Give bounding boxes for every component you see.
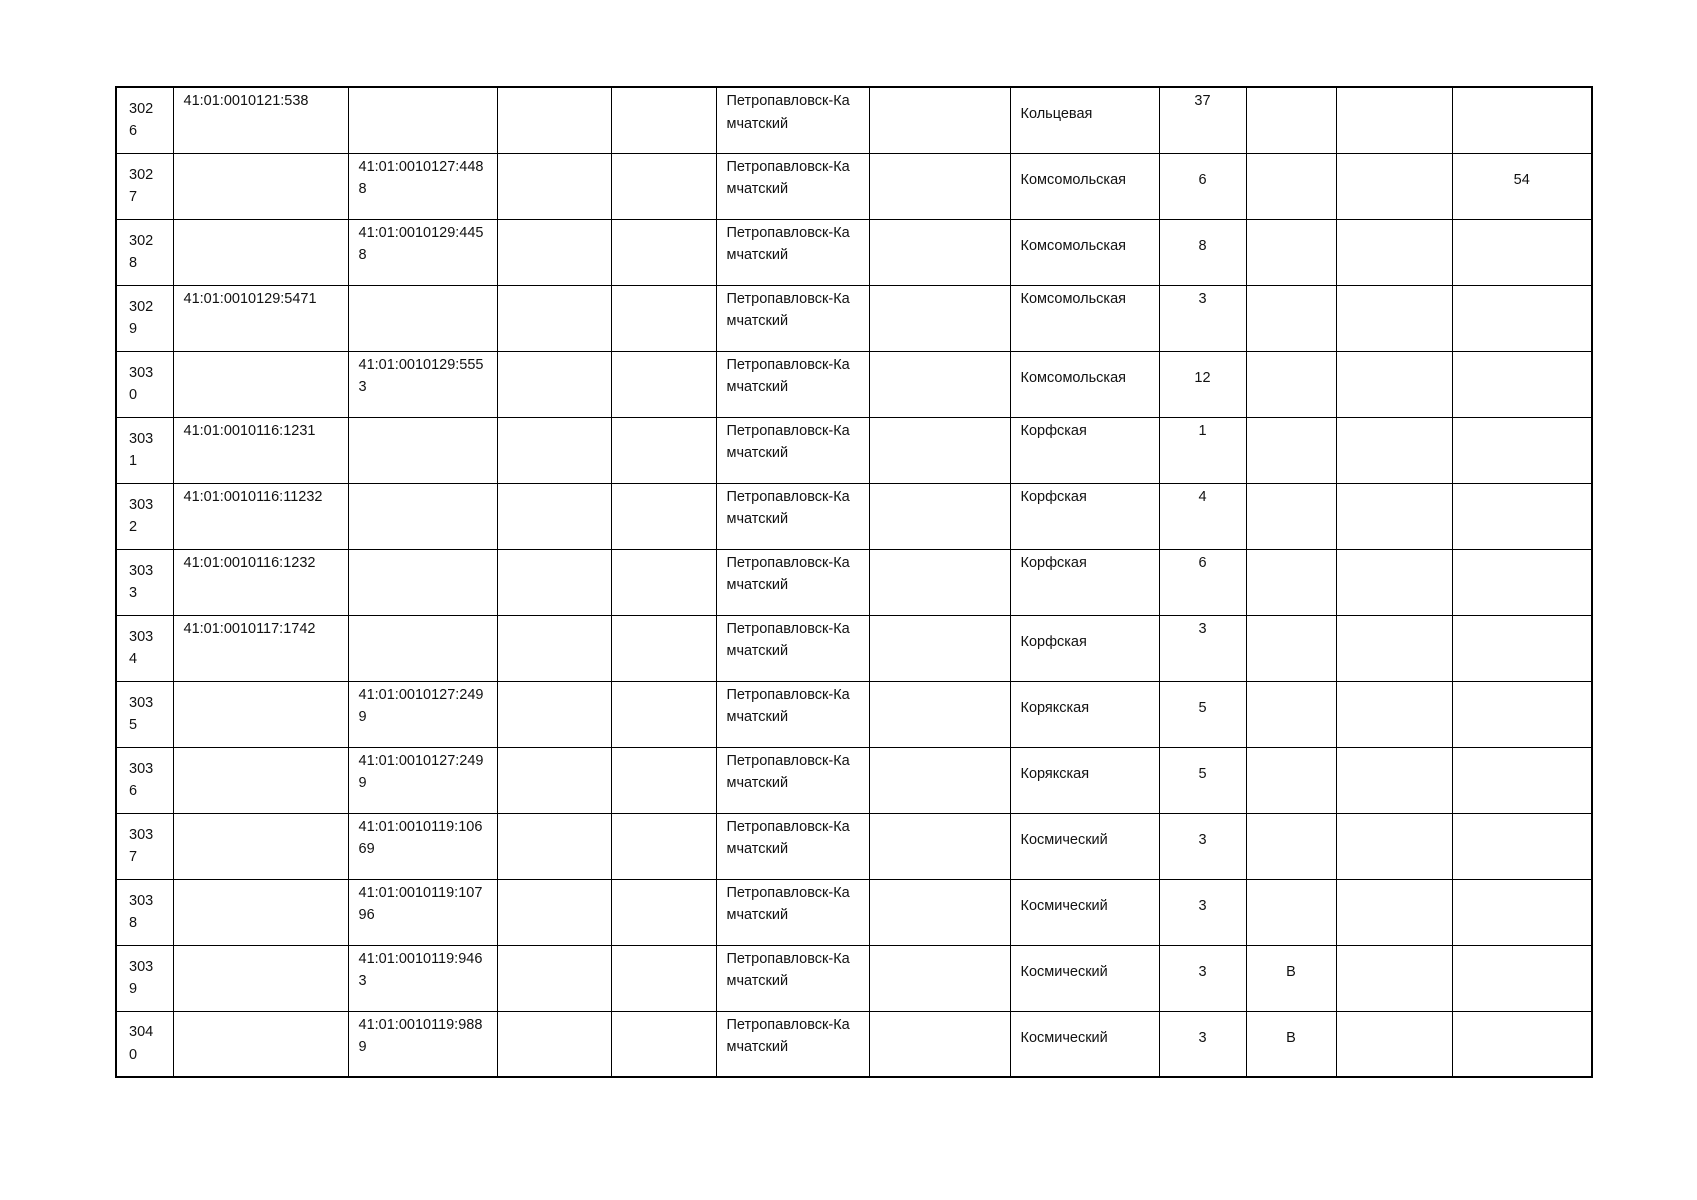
cadastral-number-cell: 41:01:0010116:1231	[173, 417, 348, 483]
house-letter-cell	[1246, 813, 1336, 879]
house-number-cell: 12	[1159, 351, 1246, 417]
house-number-cell: 3	[1159, 813, 1246, 879]
table-row	[116, 681, 1592, 747]
apartment-cell: 54	[1452, 153, 1592, 219]
city-cell: Петропавловск-Камчатский	[716, 87, 869, 153]
house-letter-cell	[1246, 681, 1336, 747]
street-cell: Корфская	[1010, 417, 1159, 483]
empty-cell	[869, 285, 1010, 351]
cadastral-number-cell	[173, 879, 348, 945]
house-letter-cell	[1246, 615, 1336, 681]
apartment-cell	[1452, 879, 1592, 945]
cadastral-number-cell: 41:01:0010116:11232	[173, 483, 348, 549]
house-number-cell: 5	[1159, 681, 1246, 747]
table-row	[116, 615, 1592, 681]
record-number-cell: 3036	[116, 747, 173, 813]
building-cadastral-number-cell: 41:01:0010127:4488	[348, 153, 497, 219]
record-number-cell: 3027	[116, 153, 173, 219]
empty-cell	[497, 351, 611, 417]
cadastral-number-cell	[173, 153, 348, 219]
apartment-cell	[1452, 285, 1592, 351]
apartment-cell	[1452, 681, 1592, 747]
house-number-cell: 6	[1159, 153, 1246, 219]
street-cell: Корфская	[1010, 615, 1159, 681]
cadastral-number-cell	[173, 351, 348, 417]
empty-cell	[869, 813, 1010, 879]
apartment-cell	[1452, 549, 1592, 615]
table-row	[116, 945, 1592, 1011]
apartment-cell	[1452, 615, 1592, 681]
building-cadastral-number-cell: 41:01:0010129:5553	[348, 351, 497, 417]
empty-cell	[869, 879, 1010, 945]
record-number-cell: 3040	[116, 1011, 173, 1077]
empty-cell	[611, 1011, 716, 1077]
empty-cell	[611, 615, 716, 681]
empty-cell	[869, 945, 1010, 1011]
empty-cell	[1336, 747, 1452, 813]
empty-cell	[869, 219, 1010, 285]
empty-cell	[497, 483, 611, 549]
city-cell: Петропавловск-Камчатский	[716, 813, 869, 879]
building-cadastral-number-cell: 41:01:0010127:2499	[348, 747, 497, 813]
empty-cell	[497, 945, 611, 1011]
house-number-cell: 3	[1159, 945, 1246, 1011]
cadastral-number-cell	[173, 219, 348, 285]
city-cell: Петропавловск-Камчатский	[716, 1011, 869, 1077]
city-cell: Петропавловск-Камчатский	[716, 879, 869, 945]
empty-cell	[1336, 153, 1452, 219]
empty-cell	[869, 483, 1010, 549]
street-cell: Комсомольская	[1010, 153, 1159, 219]
record-number-cell: 3038	[116, 879, 173, 945]
empty-cell	[869, 351, 1010, 417]
cadastral-number-cell	[173, 747, 348, 813]
record-number-cell: 3035	[116, 681, 173, 747]
empty-cell	[611, 813, 716, 879]
empty-cell	[1336, 417, 1452, 483]
table-row	[116, 153, 1592, 219]
record-number-cell: 3029	[116, 285, 173, 351]
address-register-table	[115, 86, 1593, 1078]
empty-cell	[869, 549, 1010, 615]
cadastral-number-cell: 41:01:0010121:538	[173, 87, 348, 153]
table-row	[116, 549, 1592, 615]
building-cadastral-number-cell	[348, 483, 497, 549]
city-cell: Петропавловск-Камчатский	[716, 615, 869, 681]
empty-cell	[1336, 1011, 1452, 1077]
street-cell: Корфская	[1010, 483, 1159, 549]
house-letter-cell	[1246, 219, 1336, 285]
house-letter-cell	[1246, 879, 1336, 945]
empty-cell	[611, 285, 716, 351]
empty-cell	[497, 615, 611, 681]
house-letter-cell: В	[1246, 945, 1336, 1011]
house-letter-cell	[1246, 747, 1336, 813]
building-cadastral-number-cell	[348, 87, 497, 153]
table-row	[116, 879, 1592, 945]
house-number-cell: 3	[1159, 615, 1246, 681]
table-row	[116, 285, 1592, 351]
house-letter-cell: В	[1246, 1011, 1336, 1077]
empty-cell	[1336, 219, 1452, 285]
table-row	[116, 417, 1592, 483]
cadastral-number-cell	[173, 1011, 348, 1077]
street-cell: Космический	[1010, 945, 1159, 1011]
street-cell: Кольцевая	[1010, 87, 1159, 153]
empty-cell	[497, 417, 611, 483]
empty-cell	[497, 813, 611, 879]
house-letter-cell	[1246, 549, 1336, 615]
apartment-cell	[1452, 87, 1592, 153]
house-number-cell: 4	[1159, 483, 1246, 549]
empty-cell	[611, 153, 716, 219]
record-number-cell: 3026	[116, 87, 173, 153]
table-row	[116, 87, 1592, 153]
empty-cell	[869, 87, 1010, 153]
empty-cell	[1336, 879, 1452, 945]
empty-cell	[611, 351, 716, 417]
cadastral-number-cell	[173, 681, 348, 747]
apartment-cell	[1452, 945, 1592, 1011]
city-cell: Петропавловск-Камчатский	[716, 417, 869, 483]
city-cell: Петропавловск-Камчатский	[716, 483, 869, 549]
house-letter-cell	[1246, 483, 1336, 549]
street-cell: Комсомольская	[1010, 351, 1159, 417]
empty-cell	[497, 87, 611, 153]
house-letter-cell	[1246, 417, 1336, 483]
empty-cell	[611, 747, 716, 813]
empty-cell	[611, 417, 716, 483]
empty-cell	[611, 219, 716, 285]
city-cell: Петропавловск-Камчатский	[716, 945, 869, 1011]
empty-cell	[497, 549, 611, 615]
empty-cell	[869, 417, 1010, 483]
house-number-cell: 5	[1159, 747, 1246, 813]
cadastral-number-cell: 41:01:0010116:1232	[173, 549, 348, 615]
empty-cell	[869, 153, 1010, 219]
table-row	[116, 483, 1592, 549]
record-number-cell: 3032	[116, 483, 173, 549]
building-cadastral-number-cell: 41:01:0010119:10669	[348, 813, 497, 879]
building-cadastral-number-cell	[348, 285, 497, 351]
house-number-cell: 37	[1159, 87, 1246, 153]
empty-cell	[611, 87, 716, 153]
street-cell: Космический	[1010, 1011, 1159, 1077]
record-number-cell: 3039	[116, 945, 173, 1011]
city-cell: Петропавловск-Камчатский	[716, 351, 869, 417]
empty-cell	[1336, 813, 1452, 879]
table-body	[116, 87, 1592, 1077]
empty-cell	[497, 879, 611, 945]
empty-cell	[1336, 549, 1452, 615]
empty-cell	[1336, 615, 1452, 681]
city-cell: Петропавловск-Камчатский	[716, 549, 869, 615]
street-cell: Комсомольская	[1010, 285, 1159, 351]
empty-cell	[1336, 87, 1452, 153]
house-number-cell: 3	[1159, 1011, 1246, 1077]
record-number-cell: 3030	[116, 351, 173, 417]
record-number-cell: 3028	[116, 219, 173, 285]
house-letter-cell	[1246, 87, 1336, 153]
empty-cell	[611, 549, 716, 615]
record-number-cell: 3031	[116, 417, 173, 483]
city-cell: Петропавловск-Камчатский	[716, 747, 869, 813]
empty-cell	[1336, 681, 1452, 747]
empty-cell	[869, 1011, 1010, 1077]
table-row	[116, 1011, 1592, 1077]
apartment-cell	[1452, 1011, 1592, 1077]
record-number-cell: 3037	[116, 813, 173, 879]
building-cadastral-number-cell: 41:01:0010119:9889	[348, 1011, 497, 1077]
empty-cell	[497, 219, 611, 285]
street-cell: Космический	[1010, 879, 1159, 945]
empty-cell	[497, 1011, 611, 1077]
street-cell: Корякская	[1010, 681, 1159, 747]
apartment-cell	[1452, 351, 1592, 417]
street-cell: Корякская	[1010, 747, 1159, 813]
empty-cell	[611, 879, 716, 945]
empty-cell	[611, 681, 716, 747]
empty-cell	[497, 153, 611, 219]
apartment-cell	[1452, 417, 1592, 483]
apartment-cell	[1452, 483, 1592, 549]
empty-cell	[1336, 945, 1452, 1011]
city-cell: Петропавловск-Камчатский	[716, 153, 869, 219]
empty-cell	[1336, 351, 1452, 417]
empty-cell	[611, 483, 716, 549]
building-cadastral-number-cell	[348, 615, 497, 681]
apartment-cell	[1452, 747, 1592, 813]
empty-cell	[497, 681, 611, 747]
street-cell: Комсомольская	[1010, 219, 1159, 285]
apartment-cell	[1452, 813, 1592, 879]
house-number-cell: 3	[1159, 285, 1246, 351]
house-number-cell: 1	[1159, 417, 1246, 483]
empty-cell	[1336, 483, 1452, 549]
empty-cell	[497, 285, 611, 351]
building-cadastral-number-cell: 41:01:0010129:4458	[348, 219, 497, 285]
house-number-cell: 6	[1159, 549, 1246, 615]
cadastral-number-cell: 41:01:0010129:5471	[173, 285, 348, 351]
house-number-cell: 3	[1159, 879, 1246, 945]
street-cell: Корфская	[1010, 549, 1159, 615]
table-row	[116, 813, 1592, 879]
house-letter-cell	[1246, 285, 1336, 351]
empty-cell	[497, 747, 611, 813]
empty-cell	[869, 615, 1010, 681]
cadastral-number-cell: 41:01:0010117:1742	[173, 615, 348, 681]
empty-cell	[869, 747, 1010, 813]
cadastral-number-cell	[173, 945, 348, 1011]
city-cell: Петропавловск-Камчатский	[716, 285, 869, 351]
building-cadastral-number-cell: 41:01:0010119:9463	[348, 945, 497, 1011]
house-letter-cell	[1246, 153, 1336, 219]
building-cadastral-number-cell: 41:01:0010119:10796	[348, 879, 497, 945]
record-number-cell: 3034	[116, 615, 173, 681]
city-cell: Петропавловск-Камчатский	[716, 219, 869, 285]
cadastral-number-cell	[173, 813, 348, 879]
table-row	[116, 219, 1592, 285]
record-number-cell: 3033	[116, 549, 173, 615]
table-row	[116, 351, 1592, 417]
building-cadastral-number-cell	[348, 549, 497, 615]
house-letter-cell	[1246, 351, 1336, 417]
apartment-cell	[1452, 219, 1592, 285]
building-cadastral-number-cell: 41:01:0010127:2499	[348, 681, 497, 747]
city-cell: Петропавловск-Камчатский	[716, 681, 869, 747]
table-row	[116, 747, 1592, 813]
street-cell: Космический	[1010, 813, 1159, 879]
empty-cell	[869, 681, 1010, 747]
empty-cell	[611, 945, 716, 1011]
house-number-cell: 8	[1159, 219, 1246, 285]
building-cadastral-number-cell	[348, 417, 497, 483]
empty-cell	[1336, 285, 1452, 351]
